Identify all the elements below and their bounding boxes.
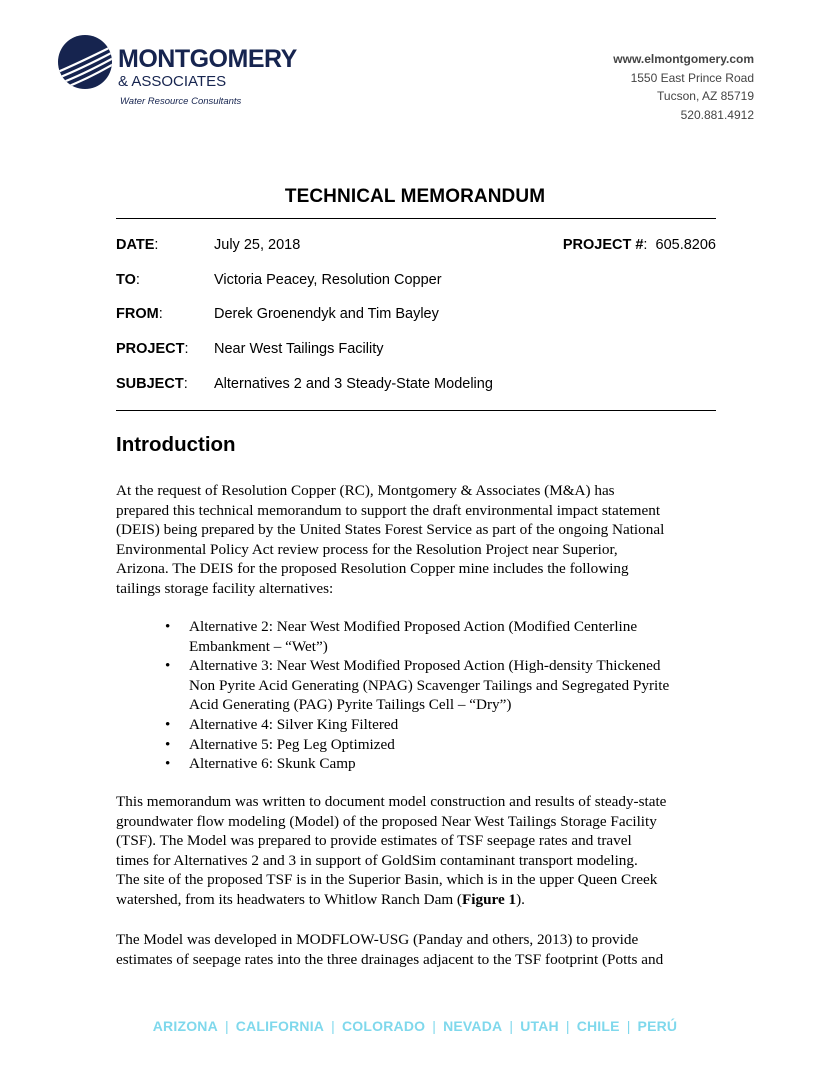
footer-divider: |	[224, 1018, 229, 1034]
text-line: Alternative 6: Skunk Camp	[189, 755, 356, 773]
date-label: DATE:	[116, 237, 159, 253]
section-heading: Introduction	[116, 433, 236, 456]
to-value: Victoria Peacey, Resolution Copper	[214, 272, 442, 288]
text-line: The Model was developed in MODFLOW-USG (Panday and others, 2013) to provide	[116, 931, 639, 948]
company-tagline: Water Resource Consultants	[120, 96, 242, 107]
text-line: (TSF). The Model was prepared to provide estimates of TSF seepage rates and travel	[116, 832, 632, 850]
alternatives-list	[165, 617, 725, 774]
from-value: Derek Groenendyk and Tim Bayley	[214, 306, 439, 322]
project-number-field: PROJECT #: 605.8206	[562, 237, 716, 253]
text-line: watershed, from its headwaters to Whitlow Ranch Dam (Figure 1).	[116, 890, 525, 908]
bullet-icon: •	[165, 618, 171, 635]
text-line: (DEIS) being prepared by the United States Forest Service as part of the ongoing National	[116, 521, 665, 539]
footer-location: UTAH	[520, 1018, 559, 1034]
header-rule-bottom	[116, 410, 716, 411]
text-line: This memorandum was written to document model construction and results of steady-state	[116, 793, 667, 810]
text-line: Alternative 4: Silver King Filtered	[189, 715, 399, 733]
list-item	[165, 656, 725, 715]
date-value: July 25, 2018	[214, 237, 301, 253]
phone-number: 520.881.4912	[680, 107, 754, 122]
footer-location: NEVADA	[443, 1018, 503, 1034]
company-subname: & ASSOCIATES	[118, 73, 227, 90]
text-line: Alternative 3: Near West Modified Proposed Action (High-density Thickened	[189, 657, 661, 675]
text-line: estimates of seepage rates into the three drainages adjacent to the TSF footprint (Potts and	[116, 950, 664, 968]
text-line: Acid Generating (PAG) Pyrite Tailings Cell – “Dry”)	[189, 696, 512, 714]
text-line: Alternative 2: Near West Modified Proposed Action (Modified Centerline	[189, 618, 638, 635]
text-line: Alternative 5: Peg Leg Optimized	[189, 735, 395, 753]
footer-divider: |	[626, 1018, 631, 1034]
contact-block	[613, 50, 754, 124]
project-number-value: 605.8206	[655, 237, 716, 253]
bullet-icon: •	[165, 715, 171, 733]
footer-divider: |	[565, 1018, 570, 1034]
footer-location: PERÚ	[637, 1018, 678, 1034]
list-item	[165, 617, 725, 656]
project-value: Near West Tailings Facility	[214, 341, 384, 357]
footer-location: ARIZONA	[152, 1018, 218, 1034]
text-line: groundwater flow modeling (Model) of the proposed Near West Tailings Storage Facility	[116, 812, 657, 830]
footer-location: CHILE	[576, 1018, 620, 1034]
footer-location: CALIFORNIA	[235, 1018, 325, 1034]
list-item	[165, 754, 725, 774]
company-logo	[57, 34, 317, 112]
text-line: prepared this technical memorandum to support the draft environmental impact statement	[116, 501, 661, 519]
bullet-icon: •	[165, 755, 171, 773]
intro-paragraph-1	[116, 481, 716, 599]
address-line-2: Tucson, AZ 85719	[657, 89, 754, 103]
project-label: PROJECT:	[116, 341, 189, 357]
list-item	[165, 715, 725, 735]
footer-locations	[0, 1018, 830, 1034]
globe-logo-icon	[57, 34, 113, 90]
footer-divider: |	[432, 1018, 437, 1034]
footer-location: COLORADO	[341, 1018, 426, 1034]
to-label: TO:	[116, 272, 140, 288]
text-line: tailings storage facility alternatives:	[116, 579, 334, 597]
text-line: Non Pyrite Acid Generating (NPAG) Scavenger Tailings and Segregated Pyrite	[189, 676, 670, 694]
text-line: At the request of Resolution Copper (RC), Montgomery & Associates (M&A) has	[116, 482, 615, 499]
company-name: MONTGOMERY	[118, 45, 297, 73]
project-number-label: PROJECT #	[562, 237, 644, 253]
intro-paragraph-3	[116, 930, 716, 969]
text-line: Embankment – “Wet”)	[189, 637, 328, 655]
list-item	[165, 735, 725, 755]
text-line: The site of the proposed TSF is in the Superior Basin, which is in the upper Queen Creek	[116, 871, 658, 889]
from-label: FROM:	[116, 306, 163, 322]
text-line: Environmental Policy Act review process for the Resolution Project near Superior,	[116, 540, 618, 558]
subject-label: SUBJECT:	[116, 376, 188, 392]
bullet-icon: •	[165, 657, 171, 675]
text-line: times for Alternatives 2 and 3 in support of GoldSim contaminant transport modeling.	[116, 851, 638, 869]
footer-divider: |	[331, 1018, 335, 1034]
header-rule-top	[116, 218, 716, 219]
figure-reference-link[interactable]: Figure 1	[461, 890, 517, 908]
text-line: Arizona. The DEIS for the proposed Resolution Copper mine includes the following	[116, 560, 629, 578]
intro-paragraph-2	[116, 792, 716, 910]
address-line-1: 1550 East Prince Road	[630, 70, 754, 85]
subject-value: Alternatives 2 and 3 Steady-State Modeling	[214, 376, 493, 392]
footer-divider: |	[509, 1018, 514, 1034]
website-link[interactable]: www.elmontgomery.com	[613, 52, 754, 66]
bullet-icon: •	[165, 735, 171, 753]
memo-title: TECHNICAL MEMORANDUM	[284, 186, 546, 207]
